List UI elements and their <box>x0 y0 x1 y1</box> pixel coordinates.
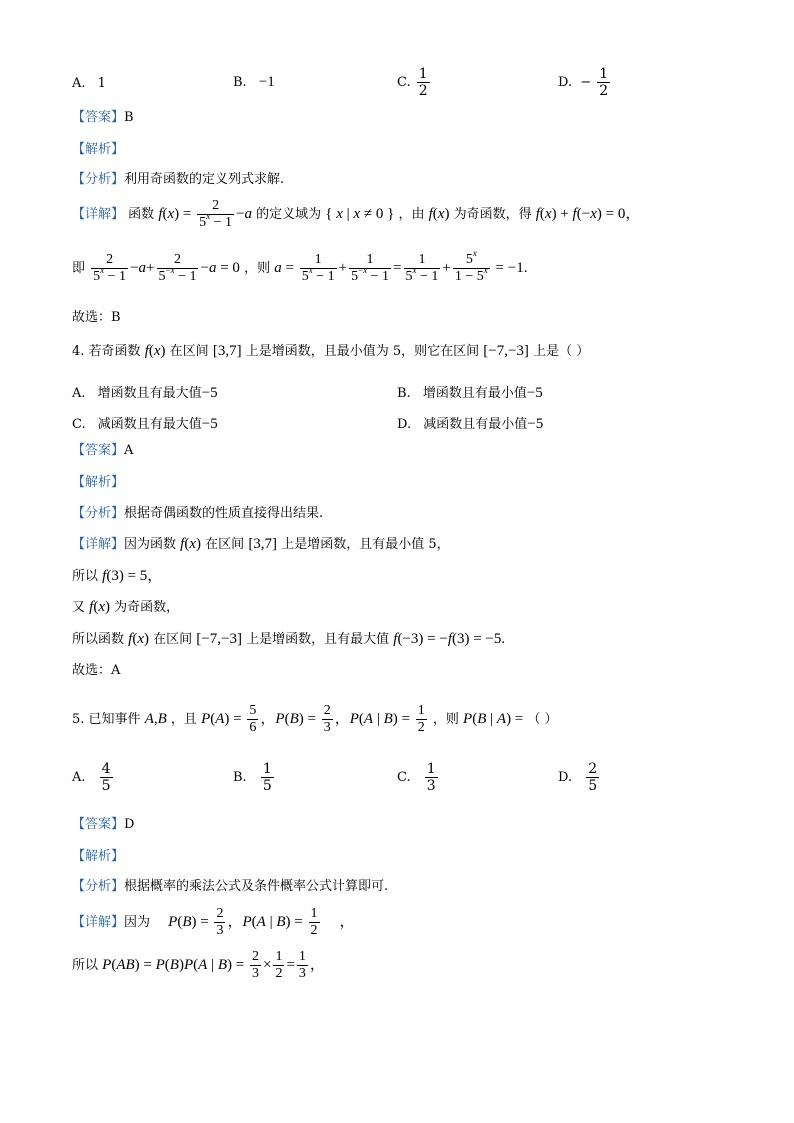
q4-option-d: D. 减函数且有最小值−5 <box>397 416 544 432</box>
q5-option-b: B. $\frac{1}{5}$ <box>233 761 272 794</box>
q5-analysis-heading: 【解析】 <box>72 849 125 864</box>
q4-choose: 故选：A <box>72 663 121 678</box>
q3-eq1: $\frac{2}{5^x - 1}$ −a+ $\frac{2}{5^{-x} - 1}$ −a = 0 <box>93 252 240 284</box>
q4-option-a: A. 增函数且有最大值−5 <box>72 385 218 401</box>
q3-fx: f(x) <box>428 206 450 222</box>
q4-detail-2: 所以 f(3) = 5， <box>72 568 163 584</box>
q5-detail-1: 【详解】因为 P(B) = $\frac{2}{3}$ ，P(A | B) = $\frac{1}{2}$ ， <box>72 906 355 938</box>
q3-option-c: C. $\frac{1}{2}$ <box>397 66 428 99</box>
q5-option-d: D. $\frac{2}{5}$ <box>558 761 598 794</box>
q5-fenxi: 【分析】根据概率的乘法公式及条件概率公式计算即可. <box>72 879 389 894</box>
q3-detail: 【详解】 函数 f(x) = $\frac{2}{5^x - 1}$ −a 的定义域为 { x | x ≠ 0 } ，由 f(x) 为奇函数，得 f(x) + f(−x) = 0， <box>72 198 641 230</box>
q4-analysis-heading: 【解析】 <box>72 475 125 490</box>
q5-answer: 【答案】D <box>72 817 135 832</box>
q3-analysis-heading: 【解析】 <box>72 142 125 157</box>
q3-function-def: f(x) = $\frac{2}{5^x - 1}$ −a <box>158 198 252 230</box>
q4-fenxi: 【分析】根据奇偶函数的性质直接得出结果. <box>72 506 324 521</box>
q3-derivation: 即 $\frac{2}{5^x - 1}$ −a+ $\frac{2}{5^{-x} - 1}$ −a = 0 ，则 a = $\frac{1}{5^x - 1}$ + $\frac{1}{5^{-x} - 1}$ = $\frac{1}{5^x - 1}$ + $\frac{5^x}{1 - 5^x}$ = −1. <box>72 248 528 284</box>
q4-detail-4: 所以函数 f(x) 在区间 [−7,−3] 上是增函数，且有最大值 f(−3) = −f(3) = −5. <box>72 631 506 647</box>
q3-option-b: B. −1 <box>233 74 275 90</box>
q3-domain: { x | x ≠ 0 } <box>325 206 395 222</box>
q5-option-c: C. $\frac{1}{3}$ <box>397 761 436 794</box>
q4-stem: 4. 若奇函数 f(x) 在区间 [3,7] 上是增函数，且最小值为 5，则它在区间 [−7,−3] 上是（ ） <box>72 343 590 359</box>
q3-choose: 故选：B <box>72 310 121 325</box>
q5-detail-2: 所以 P(AB) = P(B)P(A | B) = $\frac{2}{3}$ × $\frac{1}{2}$ = $\frac{1}{3}$ ， <box>72 949 325 981</box>
q3-option-d: D. − $\frac{1}{2}$ <box>558 66 609 99</box>
q4-option-b: B. 增函数且有最小值−5 <box>397 385 543 401</box>
q5-option-a: A. $\frac{4}{5}$ <box>72 761 111 794</box>
q4-option-c: C. 减函数且有最大值−5 <box>72 416 218 432</box>
q4-detail-1: 【详解】因为函数 f(x) 在区间 [3,7] 上是增函数，且有最小值 5， <box>72 536 450 552</box>
q3-option-a: A. 1 <box>72 76 106 91</box>
q3-answer: 【答案】B <box>72 110 134 125</box>
q5-stem: 5. 已知事件 A,B ，且 P(A) = $\frac{5}{6}$ ，P(B) = $\frac{2}{3}$ ，P(A | B) = $\frac{1}{2}$ ，则 P(B | A) = （ ） <box>72 703 558 735</box>
q3-fenxi: 【分析】利用奇函数的定义列式求解. <box>72 172 285 187</box>
q3-odd-eq: f(x) + f(−x) = 0， <box>535 206 641 222</box>
q4-detail-3: 又 f(x) 为奇函数， <box>72 599 180 615</box>
q4-answer: 【答案】A <box>72 443 134 458</box>
q3-eq2: a = $\frac{1}{5^x - 1}$ + $\frac{1}{5^{-x} - 1}$ = $\frac{1}{5^x - 1}$ + $\frac{5^x}{1 - 5^x}$ = −1. <box>274 248 528 284</box>
